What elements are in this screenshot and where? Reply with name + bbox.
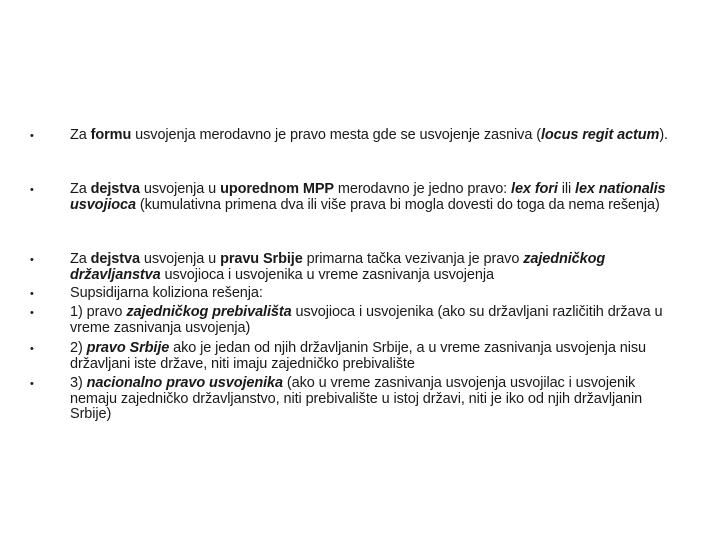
bullet-6: • xyxy=(30,343,34,355)
paragraph-comparative: Za dejstva usvojenja u uporednom MPP merodavno je jedno pravo: lex fori ili lex nationalis usvojioca (kumulativna primena dva ili više prava bi mogla dovesti do toga da nema rešenja) xyxy=(70,181,666,213)
paragraph-option-1: 1) pravo zajedničkog prebivališta usvojioca i usvojenika (ako su državljani različitih država u vreme zasnivanja usvojenja) xyxy=(70,304,663,336)
bullet-2: • xyxy=(30,184,34,196)
bullet-7: • xyxy=(30,378,34,390)
paragraph-option-2: 2) pravo Srbije ako je jedan od njih državljanin Srbije, a u vreme zasnivanja usvojenja nisu državljani iste države, niti imaju zajedničko prebivalište xyxy=(70,340,646,372)
paragraph-subsidiary: Supsidijarna koliziona rešenja: xyxy=(70,285,263,301)
bullet-1: • xyxy=(30,130,34,142)
paragraph-serbian-law: Za dejstva usvojenja u pravu Srbije primarna tačka vezivanja je pravo zajedničkog državljanstva usvojioca i usvojenika u vreme zasnivanja usvojenja xyxy=(70,251,606,283)
bullet-3: • xyxy=(30,254,34,266)
bullet-4: • xyxy=(30,288,34,300)
bullet-5: • xyxy=(30,307,34,319)
paragraph-form: Za formu usvojenja merodavno je pravo mesta gde se usvojenje zasniva (locus regit actum). xyxy=(70,127,668,143)
paragraph-option-3: 3) nacionalno pravo usvojenika (ako u vreme zasnivanja usvojenja usvojilac i usvojenik nemaju zajedničko državljanstvo, niti prebivalište u istoj državi, niti je iko od njih državljanin Srbije) xyxy=(70,375,643,422)
